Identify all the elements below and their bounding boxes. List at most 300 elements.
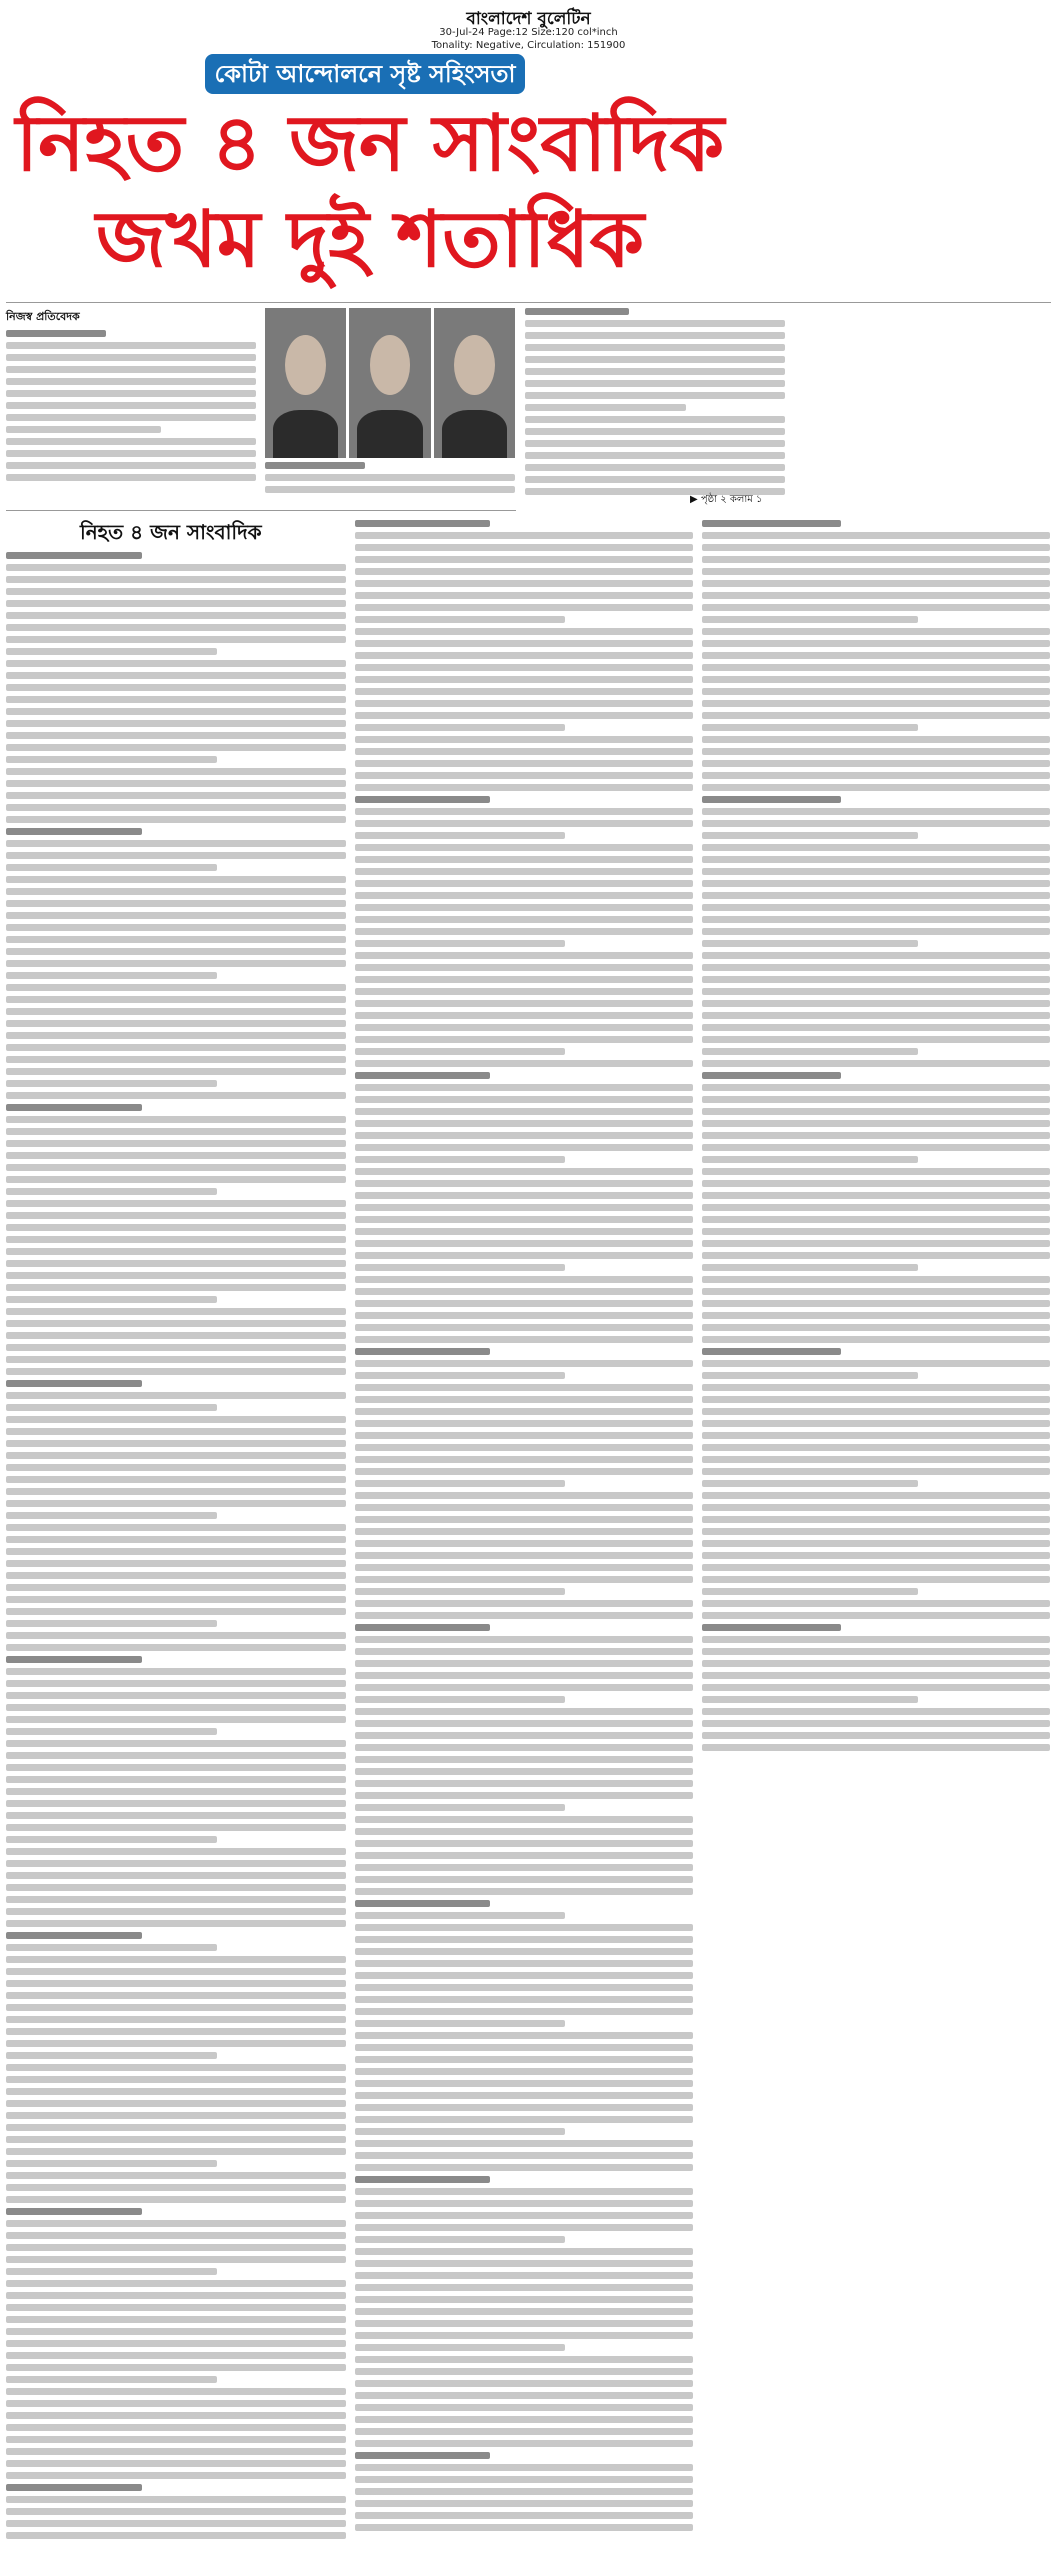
- text-line-placeholder: [525, 332, 785, 339]
- text-line-placeholder: [355, 976, 693, 983]
- text-line-placeholder: [6, 1536, 346, 1543]
- metadata-date-size: 30-Jul-24 Page:12 Size:120 col*inch: [439, 27, 618, 38]
- text-line-placeholder: [355, 580, 693, 587]
- text-line-placeholder: [355, 2392, 693, 2399]
- text-line-placeholder: [525, 380, 785, 387]
- text-line-placeholder: [355, 1072, 490, 1079]
- text-line-placeholder: [6, 378, 256, 385]
- text-line-placeholder: [6, 1428, 346, 1435]
- text-line-placeholder: [355, 2320, 693, 2327]
- text-line-placeholder: [702, 1072, 841, 1079]
- text-line-placeholder: [355, 1012, 693, 1019]
- text-line-placeholder: [6, 852, 346, 859]
- text-line-placeholder: [6, 768, 346, 775]
- text-line-placeholder: [6, 2436, 346, 2443]
- text-line-placeholder: [355, 940, 565, 947]
- text-line-placeholder: [6, 1452, 346, 1459]
- text-line-placeholder: [355, 1744, 693, 1751]
- text-line-placeholder: [355, 1228, 693, 1235]
- text-line-placeholder: [702, 844, 1050, 851]
- text-line-placeholder: [6, 804, 346, 811]
- text-line-placeholder: [355, 904, 693, 911]
- text-line-placeholder: [355, 1000, 693, 1007]
- text-line-placeholder: [355, 2176, 490, 2183]
- text-line-placeholder: [6, 2016, 346, 2023]
- text-line-placeholder: [355, 1948, 693, 1955]
- text-line-placeholder: [355, 1288, 693, 1295]
- text-line-placeholder: [702, 748, 1050, 755]
- text-line-placeholder: [6, 366, 256, 373]
- text-line-placeholder: [355, 1936, 693, 1943]
- text-line-placeholder: [6, 888, 346, 895]
- text-line-placeholder: [6, 960, 346, 967]
- text-line-placeholder: [6, 2112, 346, 2119]
- text-line-placeholder: [355, 2476, 693, 2483]
- text-line-placeholder: [6, 1632, 346, 1639]
- text-line-placeholder: [702, 856, 1050, 863]
- text-line-placeholder: [6, 402, 256, 409]
- text-line-placeholder: [702, 1564, 1050, 1571]
- text-line-placeholder: [355, 1084, 693, 1091]
- text-line-placeholder: [355, 2440, 693, 2447]
- text-line-placeholder: [6, 1968, 346, 1975]
- headline-line-1: নিহত ৪ জন সাংবাদিক: [15, 99, 725, 189]
- text-line-placeholder: [355, 1900, 490, 1907]
- text-line-placeholder: [6, 1044, 346, 1051]
- text-line-placeholder: [6, 1692, 346, 1699]
- text-line-placeholder: [702, 832, 918, 839]
- text-line-placeholder: [6, 1920, 346, 1927]
- text-line-placeholder: [702, 1384, 1050, 1391]
- text-line-placeholder: [6, 1176, 346, 1183]
- text-line-placeholder: [355, 1360, 693, 1367]
- text-line-placeholder: [6, 2352, 346, 2359]
- text-line-placeholder: [355, 1516, 693, 1523]
- text-line-placeholder: [702, 820, 1050, 827]
- text-line-placeholder: [355, 1456, 693, 1463]
- text-line-placeholder: [702, 1120, 1050, 1127]
- text-line-placeholder: [6, 2040, 346, 2047]
- text-line-placeholder: [6, 828, 142, 835]
- text-line-placeholder: [702, 724, 918, 731]
- text-line-placeholder: [702, 1048, 918, 1055]
- text-line-placeholder: [6, 708, 346, 715]
- text-line-placeholder: [355, 2428, 693, 2435]
- text-line-placeholder: [355, 2212, 693, 2219]
- text-line-placeholder: [355, 1552, 693, 1559]
- text-line-placeholder: [525, 428, 785, 435]
- text-line-placeholder: [6, 1584, 346, 1591]
- text-line-placeholder: [355, 1252, 693, 1259]
- text-line-placeholder: [355, 1636, 693, 1643]
- text-line-placeholder: [6, 1128, 346, 1135]
- text-line-placeholder: [6, 2448, 346, 2455]
- text-line-placeholder: [355, 916, 693, 923]
- text-line-placeholder: [6, 1116, 346, 1123]
- text-line-placeholder: [6, 936, 346, 943]
- text-line-placeholder: [355, 1660, 693, 1667]
- text-line-placeholder: [702, 1132, 1050, 1139]
- text-line-placeholder: [6, 672, 346, 679]
- text-line-placeholder: [6, 1644, 346, 1651]
- text-line-placeholder: [702, 544, 1050, 551]
- text-line-placeholder: [6, 2136, 346, 2143]
- text-line-placeholder: [355, 1036, 693, 1043]
- text-line-placeholder: [702, 1204, 1050, 1211]
- text-line-placeholder: [525, 344, 785, 351]
- text-line-placeholder: [702, 976, 1050, 983]
- text-line-placeholder: [355, 1528, 693, 1535]
- text-line-placeholder: [355, 1804, 565, 1811]
- body-text-block: [6, 330, 256, 495]
- text-line-placeholder: [702, 736, 1050, 743]
- text-line-placeholder: [6, 1056, 346, 1063]
- text-line-placeholder: [702, 676, 1050, 683]
- text-line-placeholder: [6, 1728, 217, 1735]
- text-line-placeholder: [355, 568, 693, 575]
- text-line-placeholder: [355, 1432, 693, 1439]
- continued-marker: ▶ পৃষ্ঠা ২ কলাম ১: [690, 494, 763, 505]
- text-line-placeholder: [6, 2316, 346, 2323]
- text-line-placeholder: [6, 912, 346, 919]
- text-line-placeholder: [6, 552, 142, 559]
- text-line-placeholder: [355, 2164, 693, 2171]
- text-line-placeholder: [6, 1068, 346, 1075]
- text-line-placeholder: [355, 1324, 693, 1331]
- text-line-placeholder: [702, 1600, 1050, 1607]
- text-line-placeholder: [6, 2400, 346, 2407]
- text-line-placeholder: [355, 1444, 693, 1451]
- text-line-placeholder: [355, 1144, 693, 1151]
- text-line-placeholder: [6, 2220, 346, 2227]
- text-line-placeholder: [702, 1228, 1050, 1235]
- text-line-placeholder: [6, 2076, 346, 2083]
- text-line-placeholder: [6, 2244, 346, 2251]
- text-line-placeholder: [6, 1788, 346, 1795]
- text-line-placeholder: [702, 1624, 841, 1631]
- text-line-placeholder: [702, 700, 1050, 707]
- text-line-placeholder: [702, 592, 1050, 599]
- text-line-placeholder: [702, 1240, 1050, 1247]
- text-line-placeholder: [702, 808, 1050, 815]
- text-line-placeholder: [6, 1872, 346, 1879]
- text-line-placeholder: [6, 342, 256, 349]
- text-line-placeholder: [6, 438, 256, 445]
- text-line-placeholder: [6, 1152, 346, 1159]
- kicker-banner: কোটা আন্দোলনে সৃষ্ট সহিংসতা: [205, 54, 525, 94]
- text-line-placeholder: [702, 1660, 1050, 1667]
- text-line-placeholder: [702, 1540, 1050, 1547]
- text-line-placeholder: [6, 588, 346, 595]
- text-line-placeholder: [6, 1956, 346, 1963]
- text-line-placeholder: [6, 1296, 217, 1303]
- text-line-placeholder: [702, 1396, 1050, 1403]
- text-line-placeholder: [355, 2104, 693, 2111]
- text-line-placeholder: [6, 1224, 346, 1231]
- text-line-placeholder: [355, 616, 565, 623]
- text-line-placeholder: [702, 1708, 1050, 1715]
- text-line-placeholder: [702, 1528, 1050, 1535]
- text-line-placeholder: [6, 924, 346, 931]
- text-line-placeholder: [702, 1036, 1050, 1043]
- text-line-placeholder: [702, 1144, 1050, 1151]
- text-line-placeholder: [702, 1288, 1050, 1295]
- text-line-placeholder: [355, 1024, 693, 1031]
- text-line-placeholder: [6, 474, 256, 481]
- text-line-placeholder: [355, 1120, 693, 1127]
- text-line-placeholder: [702, 1552, 1050, 1559]
- text-line-placeholder: [355, 2344, 565, 2351]
- text-line-placeholder: [6, 1236, 346, 1243]
- text-line-placeholder: [355, 1672, 693, 1679]
- text-line-placeholder: [6, 1764, 346, 1771]
- text-line-placeholder: [355, 1312, 693, 1319]
- text-line-placeholder: [355, 1156, 565, 1163]
- text-line-placeholder: [6, 816, 346, 823]
- text-line-placeholder: [6, 2484, 142, 2491]
- text-line-placeholder: [6, 2184, 346, 2191]
- text-line-placeholder: [702, 1696, 918, 1703]
- text-line-placeholder: [6, 1680, 346, 1687]
- text-line-placeholder: [355, 2092, 693, 2099]
- journalist-photos: [265, 308, 515, 458]
- text-line-placeholder: [702, 1576, 1050, 1583]
- text-line-placeholder: [355, 2200, 693, 2207]
- text-line-placeholder: [702, 1084, 1050, 1091]
- text-line-placeholder: [6, 462, 256, 469]
- text-line-placeholder: [525, 320, 785, 327]
- text-line-placeholder: [355, 2356, 693, 2363]
- text-line-placeholder: [702, 1408, 1050, 1415]
- text-line-placeholder: [6, 624, 346, 631]
- text-line-placeholder: [6, 1188, 217, 1195]
- text-line-placeholder: [6, 696, 346, 703]
- text-line-placeholder: [702, 1264, 918, 1271]
- text-line-placeholder: [355, 2332, 693, 2339]
- text-line-placeholder: [6, 1080, 217, 1087]
- text-line-placeholder: [6, 2232, 346, 2239]
- text-line-placeholder: [355, 2152, 693, 2159]
- text-line-placeholder: [525, 404, 686, 411]
- text-line-placeholder: [355, 772, 693, 779]
- text-line-placeholder: [6, 1272, 346, 1279]
- text-line-placeholder: [6, 450, 256, 457]
- text-line-placeholder: [6, 1716, 346, 1723]
- text-line-placeholder: [6, 1248, 346, 1255]
- text-line-placeholder: [355, 2500, 693, 2507]
- text-line-placeholder: [355, 2128, 565, 2135]
- text-line-placeholder: [6, 1092, 346, 1099]
- text-line-placeholder: [6, 576, 346, 583]
- text-line-placeholder: [355, 2272, 693, 2279]
- text-line-placeholder: [6, 1884, 346, 1891]
- text-line-placeholder: [6, 1908, 346, 1915]
- text-line-placeholder: [6, 2388, 346, 2395]
- text-line-placeholder: [355, 1612, 693, 1619]
- text-line-placeholder: [702, 568, 1050, 575]
- text-line-placeholder: [525, 308, 629, 315]
- text-line-placeholder: [355, 2260, 693, 2267]
- text-line-placeholder: [355, 1048, 565, 1055]
- text-line-placeholder: [355, 1396, 693, 1403]
- text-line-placeholder: [6, 2496, 346, 2503]
- text-line-placeholder: [6, 876, 346, 883]
- text-line-placeholder: [702, 988, 1050, 995]
- text-line-placeholder: [6, 2424, 346, 2431]
- body-text-block: [525, 308, 785, 503]
- text-line-placeholder: [355, 2524, 693, 2531]
- text-line-placeholder: [6, 1800, 346, 1807]
- text-line-placeholder: [355, 2032, 693, 2039]
- text-line-placeholder: [6, 1776, 346, 1783]
- text-line-placeholder: [702, 784, 1050, 791]
- text-line-placeholder: [355, 1708, 693, 1715]
- text-line-placeholder: [355, 1792, 693, 1799]
- text-line-placeholder: [6, 1512, 217, 1519]
- text-line-placeholder: [6, 1140, 346, 1147]
- text-line-placeholder: [702, 1480, 918, 1487]
- text-line-placeholder: [355, 1768, 693, 1775]
- text-line-placeholder: [702, 688, 1050, 695]
- text-line-placeholder: [6, 564, 346, 571]
- text-line-placeholder: [355, 1372, 565, 1379]
- text-line-placeholder: [6, 426, 161, 433]
- text-line-placeholder: [355, 2056, 693, 2063]
- text-line-placeholder: [6, 648, 217, 655]
- text-line-placeholder: [702, 1012, 1050, 1019]
- text-line-placeholder: [355, 2188, 693, 2195]
- text-line-placeholder: [6, 2292, 346, 2299]
- text-line-placeholder: [6, 2328, 346, 2335]
- divider: [6, 302, 1051, 303]
- text-line-placeholder: [6, 1356, 346, 1363]
- text-line-placeholder: [355, 1480, 565, 1487]
- text-line-placeholder: [355, 1180, 693, 1187]
- text-line-placeholder: [355, 1924, 693, 1931]
- text-line-placeholder: [702, 1516, 1050, 1523]
- text-line-placeholder: [702, 880, 1050, 887]
- text-line-placeholder: [6, 2100, 346, 2107]
- text-line-placeholder: [355, 1264, 565, 1271]
- text-line-placeholder: [355, 1096, 693, 1103]
- headline-line-2: জখম দুই শতাধিক: [95, 195, 645, 285]
- text-line-placeholder: [6, 2196, 346, 2203]
- text-line-placeholder: [6, 1944, 217, 1951]
- text-line-placeholder: [355, 1720, 693, 1727]
- text-line-placeholder: [355, 2404, 693, 2411]
- text-line-placeholder: [702, 1456, 1050, 1463]
- text-line-placeholder: [355, 2248, 693, 2255]
- text-line-placeholder: [355, 1600, 693, 1607]
- text-line-placeholder: [6, 840, 346, 847]
- text-line-placeholder: [6, 2364, 346, 2371]
- clipping-metadata: [0, 26, 1057, 52]
- text-line-placeholder: [6, 984, 346, 991]
- text-line-placeholder: [702, 1348, 841, 1355]
- text-line-placeholder: [6, 2124, 346, 2131]
- text-line-placeholder: [355, 664, 693, 671]
- text-line-placeholder: [6, 1560, 346, 1567]
- text-line-placeholder: [355, 1828, 693, 1835]
- text-line-placeholder: [355, 2008, 693, 2015]
- text-line-placeholder: [6, 1836, 217, 1843]
- metadata-tonality-circulation: Tonality: Negative, Circulation: 151900: [431, 40, 626, 51]
- text-line-placeholder: [702, 964, 1050, 971]
- text-line-placeholder: [6, 2280, 346, 2287]
- text-line-placeholder: [6, 1416, 346, 1423]
- text-line-placeholder: [6, 2160, 217, 2167]
- text-line-placeholder: [6, 720, 346, 727]
- text-line-placeholder: [6, 1404, 217, 1411]
- text-line-placeholder: [702, 640, 1050, 647]
- text-line-placeholder: [355, 2236, 565, 2243]
- text-line-placeholder: [355, 1864, 693, 1871]
- text-line-placeholder: [6, 1656, 142, 1663]
- text-line-placeholder: [702, 1060, 1050, 1067]
- body-text-block: [265, 462, 515, 502]
- text-line-placeholder: [702, 532, 1050, 539]
- text-line-placeholder: [355, 2020, 565, 2027]
- text-line-placeholder: [525, 416, 785, 423]
- text-line-placeholder: [6, 1980, 346, 1987]
- text-line-placeholder: [265, 462, 365, 469]
- text-line-placeholder: [6, 1824, 346, 1831]
- text-line-placeholder: [355, 1876, 693, 1883]
- text-line-placeholder: [6, 900, 346, 907]
- body-text-column: [702, 520, 1050, 1760]
- text-line-placeholder: [6, 2340, 346, 2347]
- text-line-placeholder: [355, 2488, 693, 2495]
- text-line-placeholder: [6, 2148, 346, 2155]
- text-line-placeholder: [355, 1756, 693, 1763]
- text-line-placeholder: [355, 544, 693, 551]
- text-line-placeholder: [6, 2208, 142, 2215]
- text-line-placeholder: [702, 664, 1050, 671]
- text-line-placeholder: [702, 1156, 918, 1163]
- text-line-placeholder: [355, 2140, 693, 2147]
- text-line-placeholder: [6, 1620, 217, 1627]
- text-line-placeholder: [355, 1972, 693, 1979]
- text-line-placeholder: [355, 2068, 693, 2075]
- subhead-killed-journalists: নিহত ৪ জন সাংবাদিক: [80, 520, 262, 544]
- text-line-placeholder: [355, 820, 693, 827]
- text-line-placeholder: [6, 780, 346, 787]
- text-line-placeholder: [525, 464, 785, 471]
- text-line-placeholder: [355, 1468, 693, 1475]
- journalist-photo: [265, 308, 346, 458]
- text-line-placeholder: [355, 1276, 693, 1283]
- text-line-placeholder: [355, 1240, 693, 1247]
- text-line-placeholder: [702, 1324, 1050, 1331]
- text-line-placeholder: [702, 1504, 1050, 1511]
- text-line-placeholder: [355, 1132, 693, 1139]
- text-line-placeholder: [702, 1108, 1050, 1115]
- text-line-placeholder: [355, 520, 490, 527]
- text-line-placeholder: [6, 1008, 346, 1015]
- journalist-photo: [434, 308, 515, 458]
- text-line-placeholder: [6, 1488, 346, 1495]
- text-line-placeholder: [355, 1348, 490, 1355]
- text-line-placeholder: [6, 2052, 217, 2059]
- text-line-placeholder: [355, 832, 565, 839]
- text-line-placeholder: [355, 856, 693, 863]
- text-line-placeholder: [355, 1852, 693, 1859]
- text-line-placeholder: [6, 1332, 346, 1339]
- text-line-placeholder: [702, 1732, 1050, 1739]
- text-line-placeholder: [355, 1192, 693, 1199]
- text-line-placeholder: [525, 440, 785, 447]
- text-line-placeholder: [702, 868, 1050, 875]
